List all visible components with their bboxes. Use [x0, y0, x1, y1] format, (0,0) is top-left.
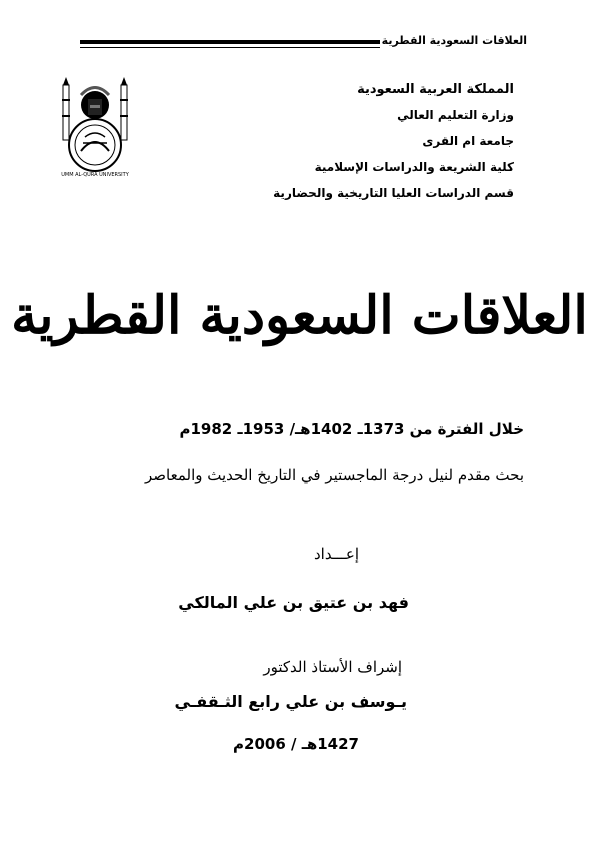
institution-department: قسم الدراسات العليا التاريخية والحضارية	[273, 186, 514, 200]
author-name: فهد بن عتيق بن علي المالكي	[178, 593, 409, 612]
prepared-by-label: إعـــداد	[313, 545, 359, 563]
thesis-subtitle: بحث مقدم لنيل درجة الماجستير في التاريخ الحديث والمعاصر	[145, 466, 524, 484]
header-rule-thin	[80, 47, 380, 48]
running-header-title: العلاقات السعودية القطرية	[381, 34, 527, 47]
university-logo	[55, 75, 135, 185]
thesis-title: العلاقات السعودية القطرية	[11, 285, 588, 346]
svg-text:UMM AL-QURA UNIVERSITY: UMM AL-QURA UNIVERSITY	[61, 172, 129, 178]
institution-college: كلية الشريعة والدراسات الإسلامية	[314, 160, 514, 174]
institution-kingdom: المملكة العربية السعودية	[357, 82, 514, 97]
header-rule	[80, 40, 380, 44]
institution-university: جامعة ام القرى	[422, 134, 514, 148]
institution-ministry: وزارة التعليم العالي	[397, 108, 514, 122]
supervision-label: إشراف الأستاذ الدكتور	[263, 658, 402, 676]
thesis-period: خلال الفترة من 1373ـ 1402هـ/ 1953ـ 1982م	[179, 420, 524, 438]
university-seal-icon	[55, 75, 135, 185]
thesis-date: 1427هـ / 2006م	[233, 735, 359, 753]
supervisor-name: يـوسف بن علي رابع الثـقفـي	[174, 692, 407, 711]
